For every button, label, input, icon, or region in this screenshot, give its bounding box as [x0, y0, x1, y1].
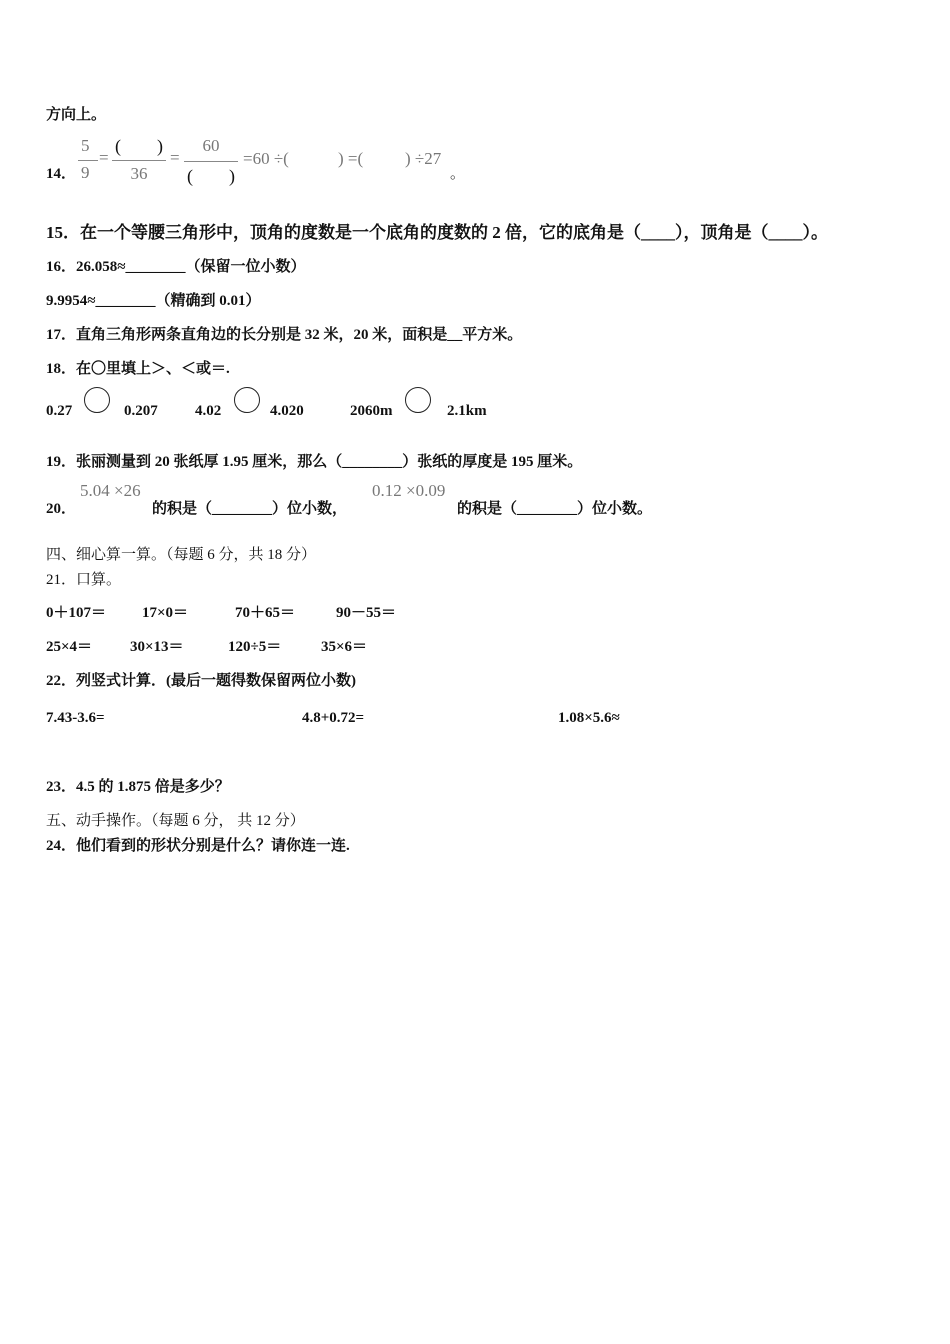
q14-f2-numerator[interactable]: ( )	[115, 136, 163, 156]
question-23: 23．4.5 的 1.875 倍是多少？	[46, 779, 230, 795]
q18-item: 4.020	[270, 403, 304, 419]
vertical-calc-item: 1.08×5.6≈	[558, 710, 620, 726]
oral-calc-item: 90－55＝	[336, 605, 397, 621]
q14-f1-denominator: 9	[81, 163, 90, 182]
q14-f3-numerator: 60	[202, 136, 220, 155]
q14-end: 。	[450, 166, 466, 182]
section-5-heading: 五、动手操作。（每题 6 分， 共 12 分）	[46, 813, 305, 829]
compare-circle[interactable]	[405, 387, 431, 413]
question-17: 17．直角三角形两条直角边的长分别是 32 米，20 米，面积是__平方米。	[46, 327, 523, 343]
compare-circle[interactable]	[84, 387, 110, 413]
question-16a: 16．26.058≈________（保留一位小数）	[46, 259, 306, 275]
q14-f2-denominator: 36	[130, 164, 148, 183]
q20-expression-2: 0.12 ×0.09	[372, 481, 446, 500]
q14-equals-1: =	[99, 148, 109, 167]
section-4-heading: 四、细心算一算。（每题 6 分，共 18 分）	[46, 547, 317, 563]
vertical-calc-item: 4.8+0.72=	[302, 710, 365, 726]
q18-item: 0.207	[124, 403, 158, 419]
oral-calc-item: 35×6＝	[321, 639, 368, 655]
q20-text-1: 的积是（________）位小数，	[152, 501, 348, 517]
question-21-title: 21．口算。	[46, 572, 122, 588]
question-15: 15．在一个等腰三角形中，顶角的度数是一个底角的度数的 2 倍，它的底角是（____），顶角是（____）。	[46, 223, 828, 242]
q14-part-c: ) ÷27	[405, 149, 442, 168]
q18-item: 2060m	[350, 403, 393, 419]
q14-fraction-2	[112, 132, 166, 188]
q14-part-b: ) =(	[338, 149, 364, 168]
q14-part-a: =60 ÷(	[243, 149, 289, 168]
oral-calc-item: 120÷5＝	[228, 639, 282, 655]
q14-fraction-3	[184, 136, 238, 188]
question-19: 19．张丽测量到 20 张纸厚 1.95 厘米，那么（________）张纸的厚度是 195 厘米。	[46, 454, 583, 470]
oral-calc-item: 30×13＝	[130, 639, 184, 655]
q14-fraction-1	[78, 136, 98, 186]
question-24: 24．他们看到的形状分别是什么？请你连一连.	[46, 838, 350, 854]
oral-calc-item: 25×4＝	[46, 639, 93, 655]
q14-number: 14．	[46, 166, 77, 182]
q18-item: 2.1km	[447, 403, 487, 419]
oral-calc-item: 0＋107＝	[46, 605, 107, 621]
q18-item: 0.27	[46, 403, 73, 419]
compare-circle[interactable]	[234, 387, 260, 413]
q14-f1-numerator: 5	[81, 136, 90, 155]
oral-calc-item: 17×0＝	[142, 605, 189, 621]
q14-f3-denominator[interactable]: ( )	[187, 166, 235, 186]
q18-item: 4.02	[195, 403, 222, 419]
oral-calc-item: 70＋65＝	[235, 605, 296, 621]
question-16b: 9.9954≈________（精确到 0.01）	[46, 293, 261, 309]
q20-number: 20．	[46, 501, 77, 517]
question-22-title: 22．列竖式计算．(最后一题得数保留两位小数)	[46, 673, 356, 689]
vertical-calc-item: 7.43-3.6=	[46, 710, 105, 726]
intro-tail: 方向上。	[46, 107, 107, 123]
q14-equals-2: =	[170, 148, 180, 167]
q20-expression-1: 5.04 ×26	[80, 481, 141, 500]
question-18: 18．在〇里填上＞、＜或＝.	[46, 361, 230, 377]
q20-text-2: 的积是（________）位小数。	[457, 501, 653, 517]
